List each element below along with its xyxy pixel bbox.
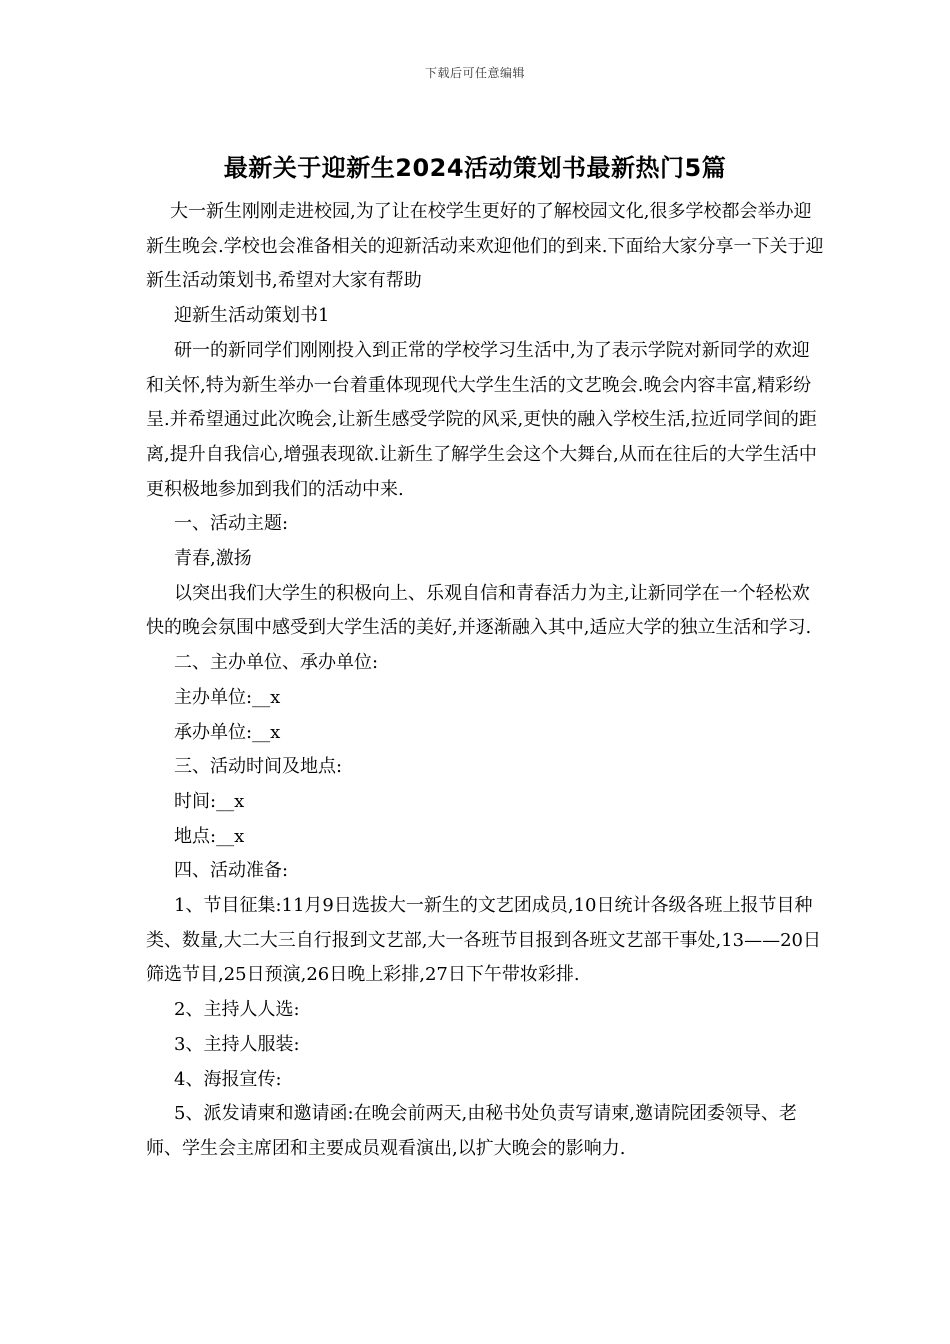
prep-item-2: 2、主持人人选: bbox=[174, 999, 300, 1021]
document-title: 最新关于迎新生2024活动策划书最新热门5篇 bbox=[223, 154, 727, 182]
document-body bbox=[146, 195, 826, 1167]
place-line: 地点:__x bbox=[174, 825, 245, 847]
co-organizer-line: 承办单位:__x bbox=[174, 721, 281, 743]
heading-activity-theme: 一、活动主题: bbox=[174, 513, 289, 535]
heading-time-place: 三、活动时间及地点: bbox=[174, 756, 343, 778]
paragraph-1: 研一的新同学们刚刚投入到正常的学校学习生活中,为了表示学院对新同学的欢迎和关怀,特为新生举办一台着重体现现代大学生生活的文艺晚会.晚会内容丰富,精彩纷呈.并希望通过此次晚会,让新生感受学院的风采,更快的融入学校生活,拉近同学间的距离,提升自我信心,增强表现欲.让新生了解学生会这个大舞台,从而在往后的大学生活中更积极地参加到我们的活动中来. bbox=[146, 339, 817, 500]
prep-item-5: 5、派发请柬和邀请函:在晚会前两天,由秘书处负责写请柬,邀请院团委领导、老师、学生会主席团和主要成员观看演出,以扩大晚会的影响力. bbox=[146, 1103, 797, 1159]
time-line: 时间:__x bbox=[174, 790, 245, 812]
theme-text: 青春,激扬 bbox=[174, 548, 252, 570]
organizer-line: 主办单位:__x bbox=[174, 686, 281, 708]
intro-paragraph: 大一新生刚刚走进校园,为了让在校学生更好的了解校园文化,很多学校都会举办迎新生晚会.学校也会准备相关的迎新活动来欢迎他们的到来.下面给大家分享一下关于迎新生活动策划书,希望对大家有帮助 bbox=[146, 201, 824, 292]
prep-item-4: 4、海报宣传: bbox=[174, 1068, 282, 1090]
prep-item-3: 3、主持人服装: bbox=[174, 1033, 300, 1055]
prep-item-1: 1、节目征集:11月9日选拔大一新生的文艺团成员,10日统计各级各班上报节目种类、数量,大二大三自行报到文艺部,大一各班节目报到各班文艺部干事处,13——20日筛选节目,25日预演,26日晚上彩排,27日下午带妆彩排. bbox=[146, 895, 821, 986]
heading-organizers: 二、主办单位、承办单位: bbox=[174, 652, 379, 674]
theme-description: 以突出我们大学生的积极向上、乐观自信和青春活力为主,让新同学在一个轻松欢快的晚会氛围中感受到大学生活的美好,并逐渐融入其中,适应大学的独立生活和学习. bbox=[146, 582, 812, 639]
section-title: 迎新生活动策划书1 bbox=[174, 305, 330, 327]
header-note: 下载后可任意编辑 bbox=[424, 66, 525, 80]
heading-preparation: 四、活动准备: bbox=[174, 860, 289, 882]
